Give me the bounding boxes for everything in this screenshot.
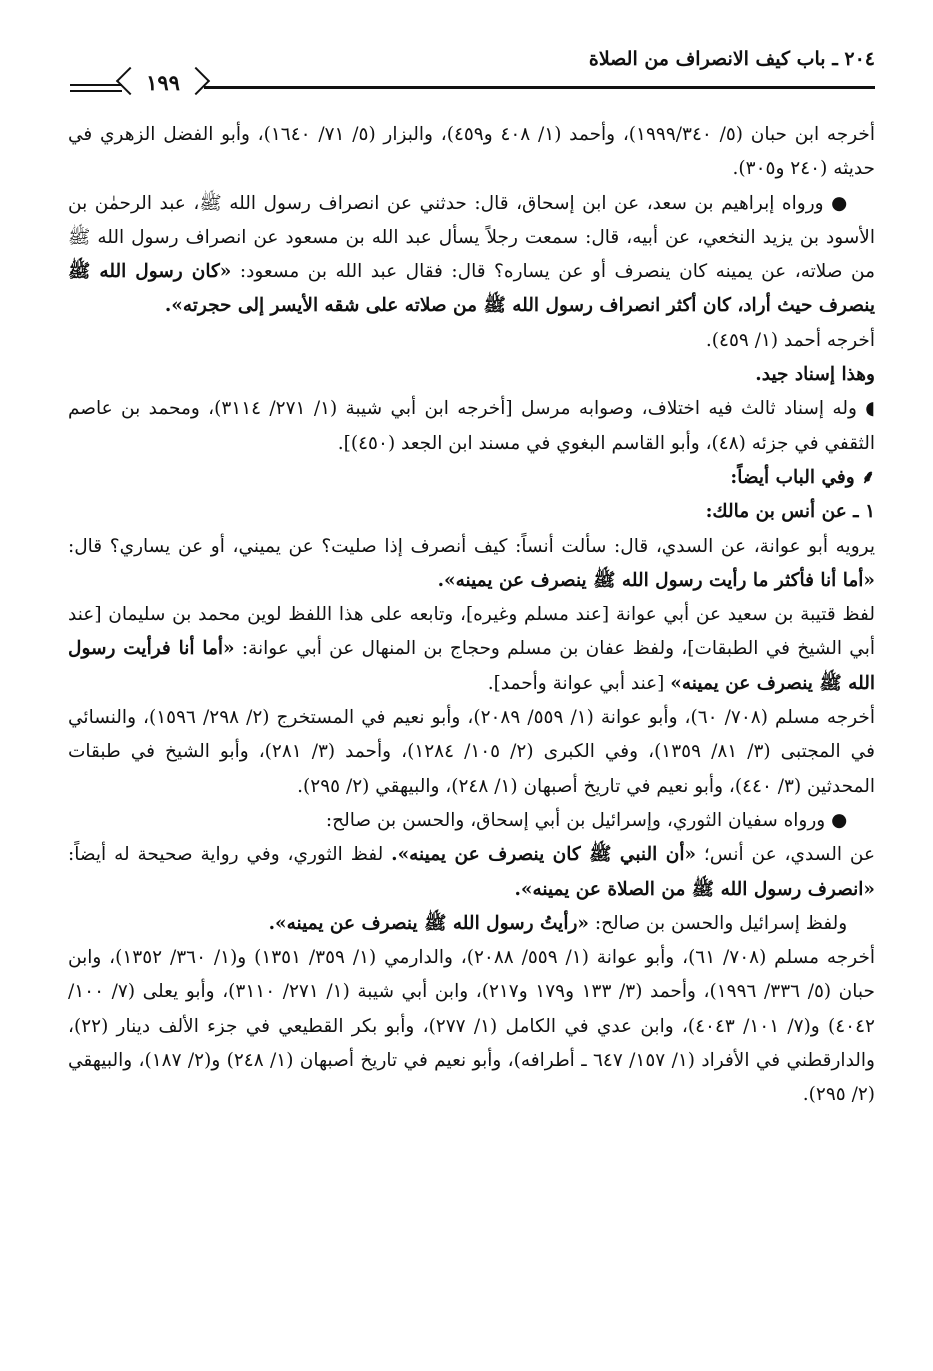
page-body <box>68 118 875 1351</box>
chapter-title: ٢٠٤ ـ باب كيف الانصراف من الصلاة <box>588 48 875 70</box>
paragraph <box>68 598 875 701</box>
text-run: يرويه أبو عوانة، عن السدي، قال: سألت أنساً: كيف أنصرف إذا صليت؟ عن يميني، أو عن يساري؟ قال: <box>68 535 875 557</box>
paragraph <box>68 495 875 529</box>
paragraph <box>68 392 875 461</box>
bold-text: ١ ـ عن أنس بن مالك: <box>705 501 875 523</box>
paragraph <box>68 941 875 1112</box>
text-run: عن السدي، عن أنس؛ <box>696 844 875 866</box>
text-run: أخرجه ابن حبان (٥/ ١٩٩٩/٣٤٠)، وأحمد (١/ ٤٠٨ و٤٥٩)، والبزار (٥/ ٧١/ ١٦٤٠)، وأبو الفضل الزهري في حديثه (٢٤٠ و٣٠٥). <box>68 124 875 180</box>
bold-text: «انصرف رسول الله ﷺ من الصلاة عن يمينه». <box>514 878 875 900</box>
header-rule <box>130 86 875 89</box>
text-run: أخرجه مسلم (٧٠٨/ ٦٠)، وأبو عوانة (١/ ٥٥٩/ ٢٠٨٩)، وأبو نعيم في المستخرج (٢/ ٢٩٨/ ١٥٩٦)، والنسائي في المجتبى (٣/ ٨١/ ١٣٥٩)، وفي الكبرى (٢/ ١٠٥/ ١٢٨٤)، وأحمد (٣/ ٢٨١)، وأبو الشيخ في طبقات المحدثين (٣/ ٤٤٠)، وأبو نعيم في تاريخ أصبهان (١/ ٢٤٨)، والبيهقي (٢/ ٢٩٥). <box>68 707 875 797</box>
text-run: ◖ وله إسناد ثالث فيه اختلاف، وصوابه مرسل [أخرجه ابن أبي شيبة (١/ ٢٧١/ ٣١١٤)، ومحمد بن عاصم الثقفي في جزئه (٤٨)، وأبو القاسم البغوي في مسند ابن الجعد (٤٥٠)]. <box>68 398 875 454</box>
text-run: ولفظ إسرائيل والحسن بن صالح: <box>588 912 848 934</box>
bold-text: «أن النبي ﷺ كان ينصرف عن يمينه». <box>391 844 697 866</box>
paragraph <box>68 324 875 358</box>
header-rule-left-bottom <box>70 90 122 92</box>
text-run: [عند أبي عوانة وأحمد]. <box>487 672 671 694</box>
page-header <box>70 46 875 98</box>
bold-text: «أما أنا فرأيت رسول الله ﷺ ينصرف عن يمينه» <box>68 638 875 694</box>
text-run: لفظ قتيبة بن سعيد عن أبي عوانة [عند مسلم وغيره]، وتابعه على هذا اللفظ لوين محمد بن سليمان [عند أبي الشيخ في الطبقات]، ولفظ عفان بن مسلم وحجاج بن المنهال عن أبي عوانة: <box>68 604 876 660</box>
paragraph <box>68 701 875 804</box>
text-run: أخرجه أحمد (١/ ٤٥٩). <box>705 329 875 351</box>
bold-text: «رأيتُ رسول الله ﷺ ينصرف عن يمينه». <box>268 912 589 934</box>
text-run: ● ورواه إبراهيم بن سعد، عن ابن إسحاق، قال: حدثني عن انصراف رسول الله ﷺ، عبد الرحمٰن بن الأسود بن يزيد النخعي، عن أبيه، قال: سمعت رجلاً يسأل عبد الله بن مسعود عن انصراف رسول الله ﷺ من صلاته، عن يمينه كان ينصرف أو عن يساره؟ قال: فقال عبد الله بن مسعود: <box>68 192 875 283</box>
bold-text: ⸙ وفي الباب أيضاً: <box>730 466 875 488</box>
text-run: لفظ الثوري، وفي رواية صحيحة له أيضاً: <box>68 844 392 866</box>
paragraph <box>68 838 875 907</box>
paragraph <box>68 358 875 392</box>
paragraph <box>68 907 875 941</box>
paragraph <box>68 187 875 324</box>
paragraph <box>68 804 875 838</box>
header-rule-left-top <box>70 84 122 86</box>
paragraph <box>68 530 875 599</box>
page-number: ١٩٩ <box>122 66 204 100</box>
text-run: أخرجه مسلم (٧٠٨/ ٦١)، وأبو عوانة (١/ ٥٥٩/ ٢٠٨٨)، والدارمي (١/ ٣٥٩/ ١٣٥١) و(١/ ٣٦٠/ ١٣٥٢)، وابن حبان (٥/ ٣٣٦/ ١٩٩٦)، وأحمد (٣/ ١٣٣ و١٧٩ و٢١٧)، وابن أبي شيبة (١/ ٢٧١/ ٣١١٠)، وأبو يعلى (٧/ ١٠٠/ ٤٠٤٢) و(٧/ ١٠١/ ٤٠٤٣)، وابن عدي في الكامل (١/ ٢٧٧)، وأبو بكر القطيعي في جزء الألف دينار (٢٢)، والدارقطني في الأفراد (١/ ١٥٧/ ٦٤٧ ـ أطرافه)، وأبو نعيم في تاريخ أصبهان (١/ ٢٤٨) و(٢/ ١٨٧)، والبيهقي (٢/ ٢٩٥). <box>68 947 876 1106</box>
paragraph <box>68 118 875 187</box>
bold-text: وهذا إسناد جيد. <box>755 364 875 386</box>
paragraph <box>68 461 875 495</box>
bold-text: «أما أنا فأكثر ما رأيت رسول الله ﷺ ينصرف عن يمينه». <box>437 569 875 591</box>
bold-text: «كان رسول الله ﷺ ينصرف حيث أراد، كان أكثر انصراف رسول الله ﷺ من صلاته على شقه الأيسر إلى حجرته». <box>68 261 875 317</box>
text-run: ● ورواه سفيان الثوري، وإسرائيل بن أبي إسحاق، والحسن بن صالح: <box>325 809 848 831</box>
